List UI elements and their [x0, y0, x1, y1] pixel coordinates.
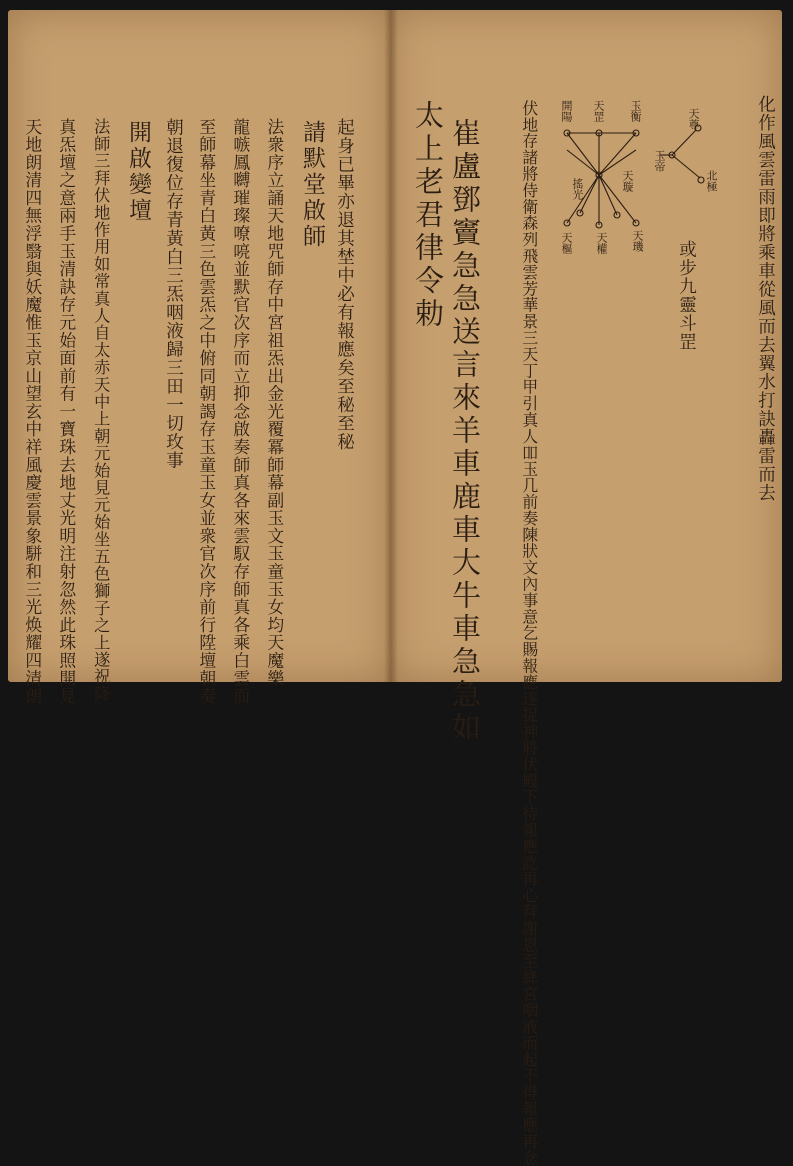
text-column: 化作風雲雷雨即將乘車從風而去翼水打訣轟雷而去: [755, 95, 776, 502]
diagram-label: 北極: [705, 170, 718, 192]
text-column: 法師三拜伏地作用如常真人自太赤天中上朝元始見元始坐五色獅子之上遂祝降: [91, 118, 111, 703]
section-heading: 請默堂啟師: [299, 120, 325, 250]
diagram-label: 開陽: [560, 100, 573, 122]
text-column: 法衆序立誦天地咒師存中宮祖炁出金光覆冪師幕副玉文玉童玉女均天魔樂: [264, 118, 285, 688]
text-column: 朝退復位存青黃白三炁咽液歸三田一切玫事: [163, 118, 184, 470]
section-heading: 開啟變壇: [125, 120, 151, 224]
text-column: 或步九靈斗罡: [676, 240, 697, 351]
diagram-label: 玉帝: [653, 150, 666, 172]
diagram-label: 搖光: [571, 178, 584, 200]
text-column: 至師幕坐青白黃三色雲炁之中俯同朝謁存玉童玉女並衆官次序前行陞壇朝奏: [196, 118, 217, 706]
diagram-label: 玉衡: [629, 100, 642, 122]
text-column: 龍嗾鳳嚩璀璨嘹喨並默官次序而立抑念啟奏師真各來雲馭存師真各乘白雲而: [230, 118, 251, 706]
diagram-label: 天璣: [631, 230, 644, 252]
diagram-label: 天璇: [621, 170, 634, 192]
text-column: 天地朗清四無浮翳與妖魔惟玉京山望玄中祥風慶雲景象駢和三光焕耀四清朗: [22, 118, 43, 706]
text-column: 太上老君律令勅: [411, 100, 445, 331]
diagram-label: 天樞: [560, 232, 573, 254]
text-column: 起身已畢亦退其埜中必有報應矣至秘至秘: [334, 118, 355, 451]
text-column: 伏地存諸將侍衛森列飛雲芳華景三天丁甲引真人吅玉几前奏陳狀文內事意乞賜報應遂捉神將伏殿下待報應訖再心拜謝恩至絳宮咽液而起不得報應再念: [519, 100, 539, 1166]
diagram-label: 天罡: [592, 100, 605, 122]
text-column: 真炁壇之意兩手玉清訣存元始面前有一寶珠去地丈光明注射忽然此珠照開見: [56, 118, 77, 706]
diagram-label: 天權: [595, 232, 608, 254]
diagram-label: 天尊: [687, 108, 700, 130]
text-column: 崔盧鄧竇急急送言來羊車鹿車大牛車急急如: [448, 118, 482, 745]
